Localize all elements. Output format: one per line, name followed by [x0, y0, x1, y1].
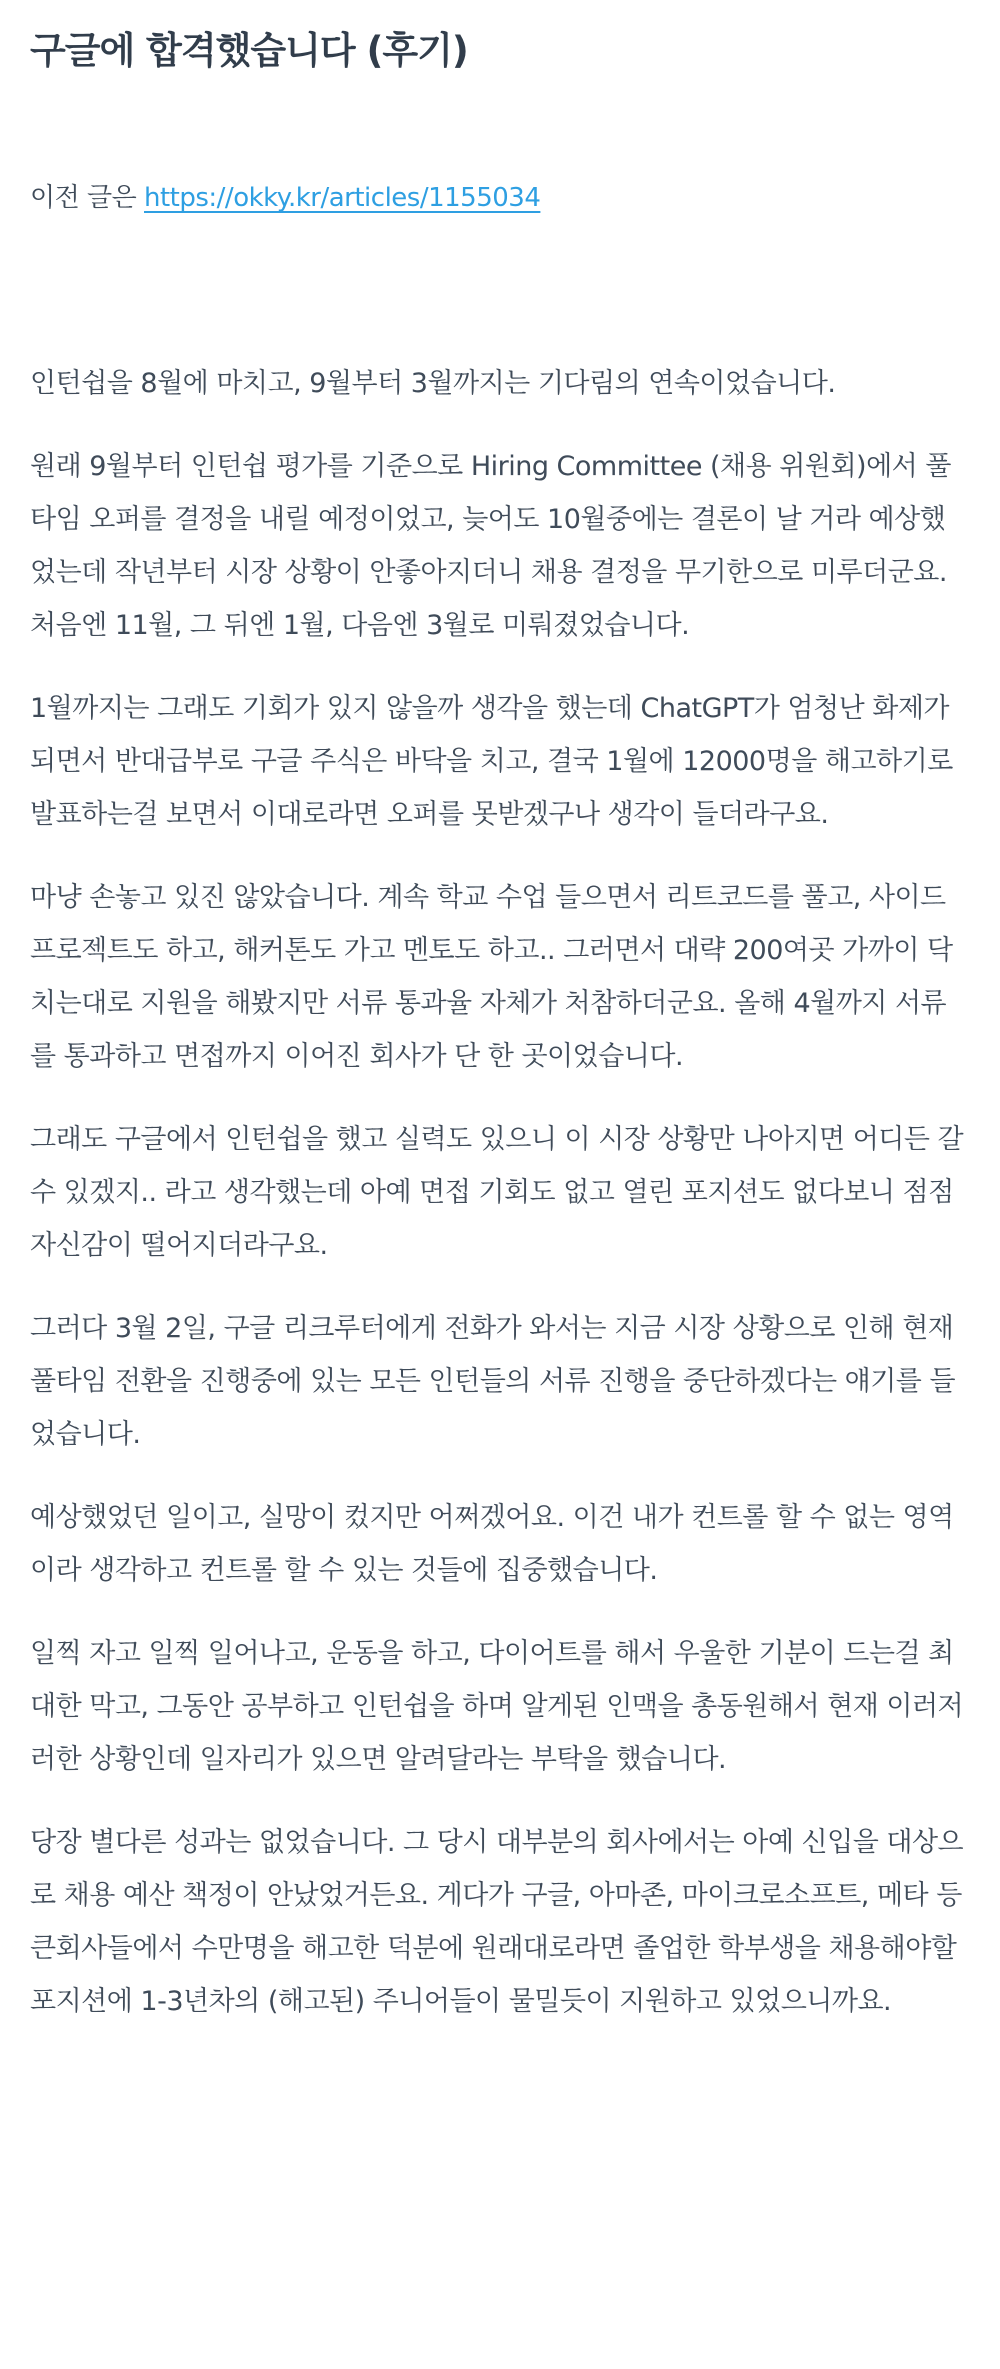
paragraph-4: 마냥 손놓고 있진 않았습니다. 계속 학교 수업 들으면서 리트코드를 풀고, 사이드 프로젝트도 하고, 해커톤도 가고 멘토도 하고.. 그러면서 대략 200여곳 가까이 닥치는대로 지원을 해봤지만 서류 통과율 자체가 처참하더군요. 올해 4월까지 서류를 통과하고 면접까지 이어진 회사가 단 한 곳이었습니다. — [30, 882, 953, 1073]
previous-post-link[interactable]: https://okky.kr/articles/1155034 — [144, 182, 541, 213]
paragraph-7: 예상했었던 일이고, 실망이 컸지만 어쩌겠어요. 이건 내가 컨트롤 할 수 없는 영역이라 생각하고 컨트롤 할 수 있는 것들에 집중했습니다. — [30, 1502, 954, 1587]
paragraph-8: 일찍 자고 일찍 일어나고, 운동을 하고, 다이어트를 해서 우울한 기분이 드는걸 최대한 막고, 그동안 공부하고 인턴쉽을 하며 알게된 인맥을 총동원해서 현재 이러저러한 상황인데 일자리가 있으면 알려달라는 부탁을 했습니다. — [30, 1638, 964, 1776]
paragraph-1: 인턴쉽을 8월에 마치고, 9월부터 3월까지는 기다림의 연속이었습니다. — [30, 368, 836, 400]
previous-post-label: 이전 글은 — [30, 182, 144, 213]
paragraph-2: 원래 9월부터 인턴쉽 평가를 기준으로 Hiring Committee (채용 위원회)에서 풀타임 오퍼를 결정을 내릴 예정이었고, 늦어도 10월중에는 결론이 날 거라 예상했었는데 작년부터 시장 상황이 안좋아지더니 채용 결정을 무기한으로 미루더군요. 처음엔 11월, 그 뒤엔 1월, 다음엔 3월로 미뤄졌었습니다. — [30, 451, 951, 642]
previous-post-line — [30, 182, 970, 215]
article-body — [30, 357, 970, 2028]
paragraph-9: 당장 별다른 성과는 없었습니다. 그 당시 대부분의 회사에서는 아예 신입을 대상으로 채용 예산 책정이 안났었거든요. 게다가 구글, 아마존, 마이크로소프트, 메타 등 큰회사들에서 수만명을 해고한 덕분에 원래대로라면 졸업한 학부생을 채용해야할 포지션에 1-3년차의 (해고된) 주니어들이 물밀듯이 지원하고 있었으니까요. — [30, 1827, 964, 2018]
post-title: 구글에 합격했습니다 (후기) — [30, 29, 468, 72]
paragraph-5: 그래도 구글에서 인턴쉽을 했고 실력도 있으니 이 시장 상황만 나아지면 어디든 갈 수 있겠지.. 라고 생각했는데 아예 면접 기회도 없고 열린 포지션도 없다보니 점점 자신감이 떨어지더라구요. — [30, 1124, 964, 1262]
paragraph-6: 그러다 3월 2일, 구글 리크루터에게 전화가 와서는 지금 시장 상황으로 인해 현재 풀타임 전환을 진행중에 있는 모든 인턴들의 서류 진행을 중단하겠다는 얘기를 들었습니다. — [30, 1313, 956, 1451]
paragraph-3: 1월까지는 그래도 기회가 있지 않을까 생각을 했는데 ChatGPT가 엄청난 화제가 되면서 반대급부로 구글 주식은 바닥을 치고, 결국 1월에 12000명을 해고하기로 발표하는걸 보면서 이대로라면 오퍼를 못받겠구나 생각이 들더라구요. — [30, 693, 953, 831]
